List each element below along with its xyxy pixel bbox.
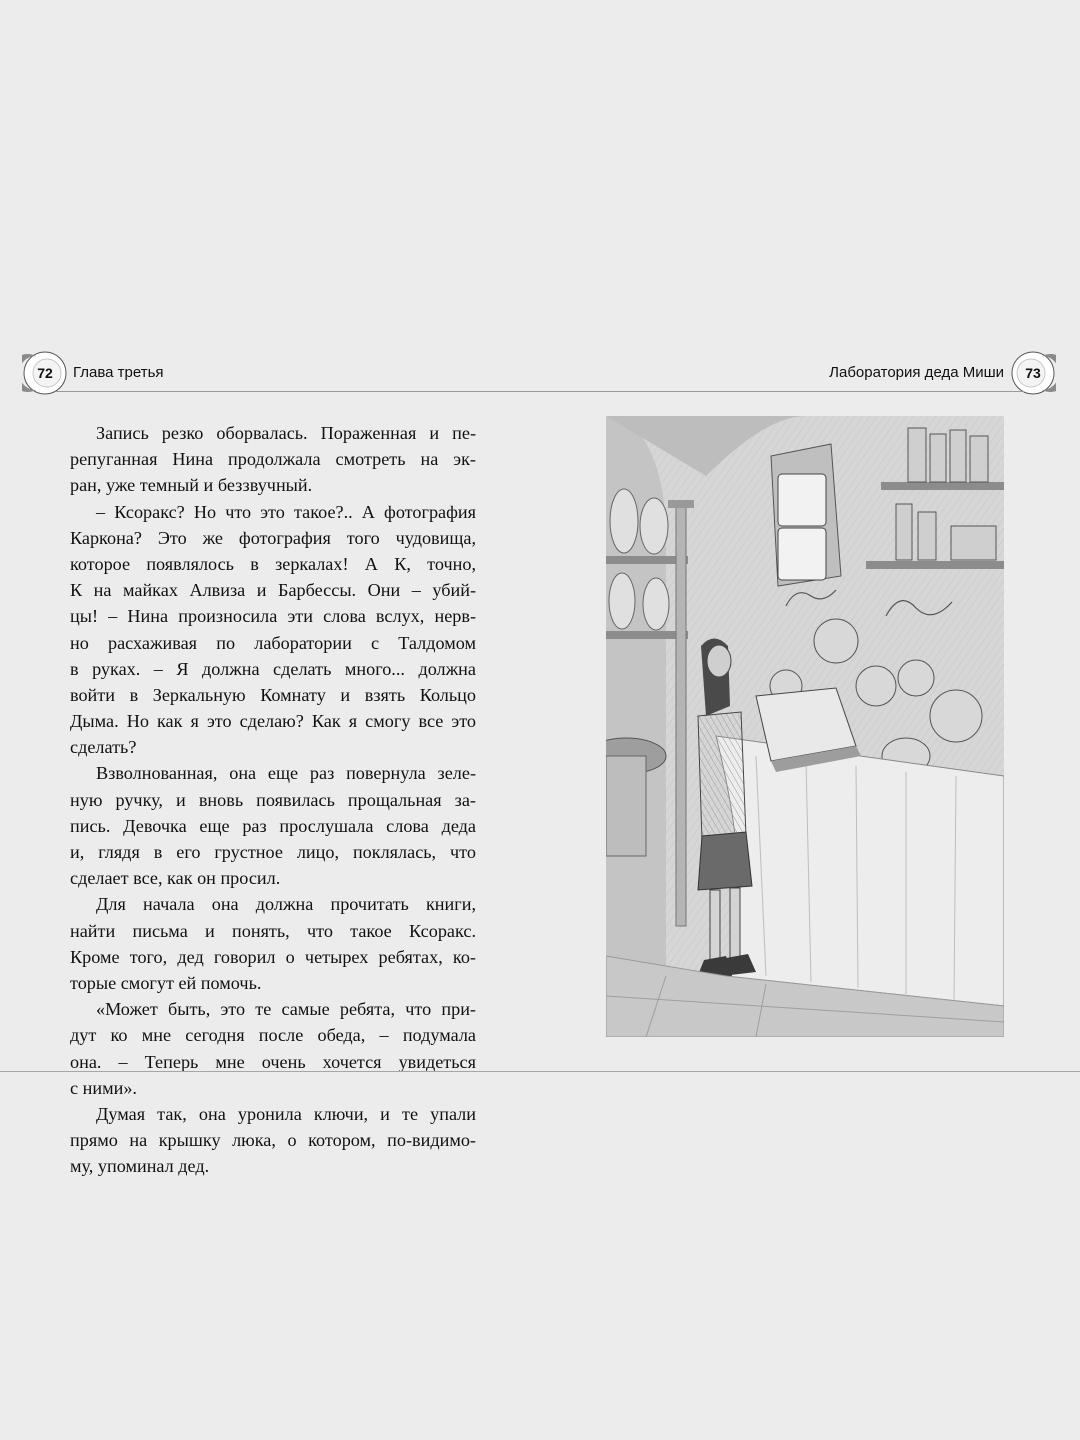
text-line: которое появлялось в зеркалах! А К, точно, [70, 553, 476, 574]
text-line: цы! – Нина произносила эти слова вслух, нерв- [70, 606, 476, 627]
header-rule [56, 391, 1024, 392]
running-head-left: Глава третья [73, 364, 164, 381]
text-line: прямо на крышку люка, о котором, по-видимо- [70, 1130, 476, 1151]
text-line: пись. Девочка еще раз прослушала слова деда [70, 815, 476, 836]
text-line: войти в Зеркальную Комнату и взять Кольцо [70, 684, 476, 705]
text-line: Каркона? Это же фотография того чудовища, [70, 527, 476, 548]
body-text [70, 420, 476, 1179]
text-line: «Может быть, это те самые ребята, что при- [96, 999, 476, 1020]
text-line: ран, уже темный и беззвучный. [70, 475, 313, 496]
text-line: – Ксоракс? Но что это такое?.. А фотография [96, 501, 476, 522]
text-line: репуганная Нина продолжала смотреть на эк- [70, 449, 476, 470]
text-line: Для начала она должна прочитать книги, [96, 894, 476, 915]
pencil-drawing-image [606, 416, 1004, 1037]
text-line: торые смогут ей помочь. [70, 972, 262, 993]
text-line: К на майках Алвиза и Барбессы. Они – убий- [70, 580, 476, 601]
running-head-right: Лаборатория деда Миши [829, 364, 1004, 381]
text-line: в руках. – Я должна сделать много... должна [70, 658, 476, 679]
text-line: она. – Теперь мне очень хочется увидеться [70, 1051, 476, 1072]
text-line: сделает все, как он просил. [70, 868, 281, 889]
text-line: и, глядя в его грустное лицо, поклялась, что [70, 842, 476, 862]
text-line: Кроме того, дед говорил о четырех ребятах, ко- [70, 946, 476, 967]
page-number-badge-left [22, 350, 68, 396]
text-line: му, упоминал дед. [70, 1156, 210, 1177]
text-line: ную ручку, и вновь появилась прощальная за- [70, 789, 476, 810]
illustration-laboratory [606, 416, 1004, 1037]
text-line: с ними». [70, 1077, 137, 1098]
text-line: Запись резко оборвалась. Пораженная и пе- [96, 423, 476, 443]
text-line: найти письма и понять, что такое Ксоракс. [70, 920, 476, 941]
page-number-right: 73 [1025, 365, 1041, 381]
text-line: сделать? [70, 737, 137, 758]
page-number-badge-right [1010, 350, 1056, 396]
text-line: но расхаживая по лаборатории с Талдомом [70, 632, 476, 653]
text-line: Взволнованная, она еще раз повернула зеле- [96, 763, 476, 784]
page-number-left: 72 [37, 365, 53, 381]
text-line: Думая так, она уронила ключи, и те упали [96, 1103, 476, 1124]
text-line: дут ко мне сегодня после обеда, – подумала [70, 1025, 476, 1046]
text-line: Дыма. Но как я это сделаю? Как я смогу все это [70, 711, 476, 732]
spread-bottom-rule [0, 1071, 1080, 1072]
